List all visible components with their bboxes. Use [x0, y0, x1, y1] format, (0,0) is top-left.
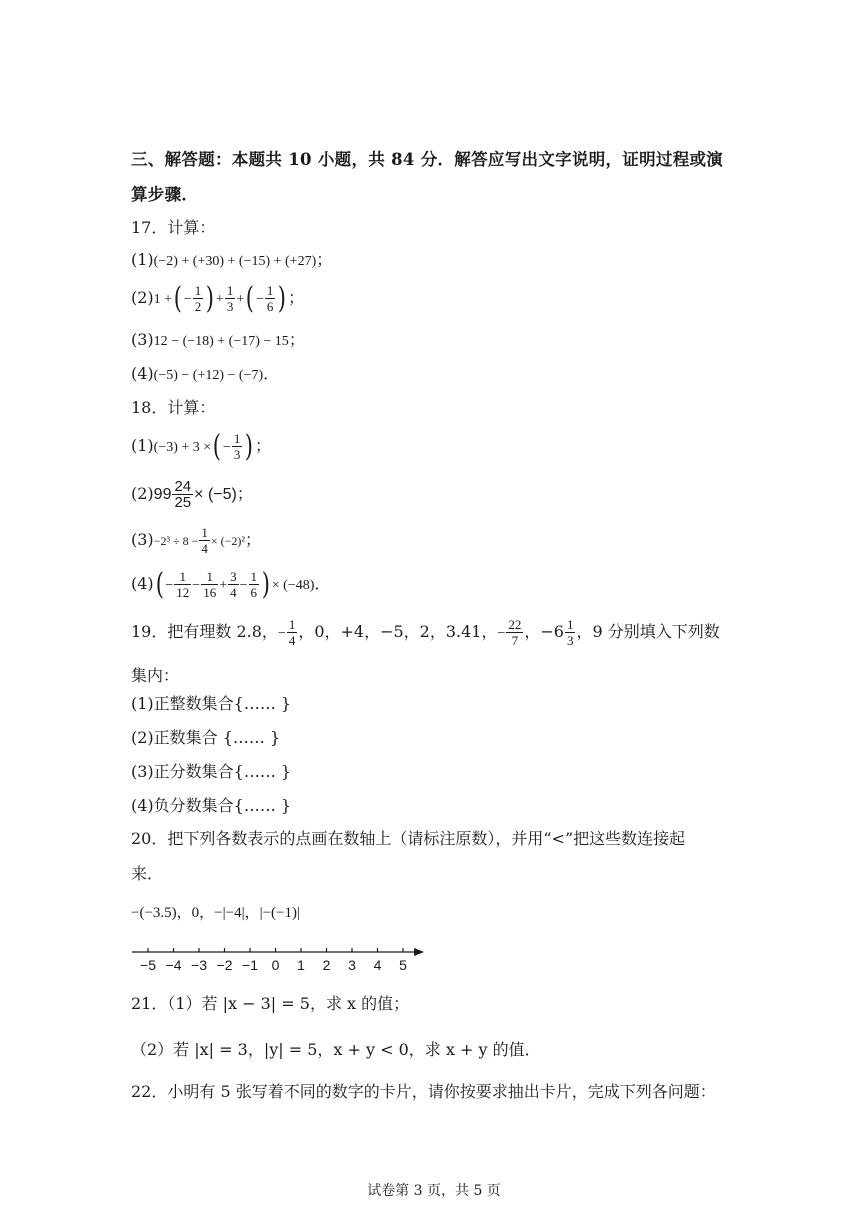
- number-line-label: −5: [140, 957, 156, 973]
- number-line-arrow: [414, 948, 424, 956]
- number-line-label: 4: [373, 957, 382, 973]
- q17-p2-label: (2): [131, 288, 154, 307]
- q18-p1-end: ；: [255, 436, 272, 455]
- q18-p4-frac-1: $\frac{1}{12}$: [176, 569, 190, 600]
- page-footer: 试卷第 3 页，共 5 页: [367, 1183, 501, 1199]
- q17-p2-frac-1: $\frac{1}{2}$: [194, 283, 202, 314]
- q18-part-4: (4)( − $\frac{1}{12}$ − $\frac{1}{16}$ + $\frac{3}{4}$ − $\frac{1}{6}$ ) × (−48)．: [131, 566, 331, 602]
- q18-p3-a: −2³ ÷ 8 −: [153, 534, 199, 548]
- q17-part-3: [131, 330, 305, 352]
- q17-p2-c: +: [236, 292, 245, 307]
- q17-part-4: [131, 364, 279, 386]
- number-line-label: −3: [191, 957, 207, 973]
- q18-p4-label: (4): [131, 574, 154, 593]
- q18-part-3: [131, 522, 261, 559]
- q19-set-positive-integers: (1)正整数集合{…… }: [131, 694, 292, 713]
- q17-part-2: (2)1 +( − $\frac{1}{2}$ ) + $\frac{1}{3}$ +( − $\frac{1}{6}$ ) ；: [131, 280, 305, 316]
- q21-part-2: （2）若 |x| = 3，|y| = 5，x + y < 0，求 x + y 的值．: [131, 1040, 541, 1059]
- q17-p1-expr: (−2) + (+30) + (−15) + (+27): [153, 254, 317, 269]
- number-line-label: 1: [297, 957, 305, 973]
- number-line-label: −1: [242, 957, 258, 973]
- q19-set-negative-fractions: (4)负分数集合{…… }: [131, 796, 292, 815]
- q18-p4-frac-3: $\frac{3}{4}$: [230, 569, 237, 600]
- q18-p3-end: ；: [245, 530, 262, 549]
- q19-heading-line-2: 集内：: [131, 666, 180, 685]
- q17-p4-label: (4): [131, 364, 154, 383]
- q18-p4-frac-4: $\frac{1}{6}$: [250, 569, 258, 600]
- q17-heading: 17．计算：: [131, 218, 216, 237]
- q20-heading-line-1: 20．把下列各数表示的点画在数轴上（请标注原数），并用“<”把这些数连接起: [131, 829, 686, 848]
- q21-part-1: 21．（1）若 |x − 3| = 5，求 x 的值；: [131, 994, 410, 1013]
- q17-p1-label: (1): [131, 250, 154, 269]
- number-line-label: 2: [322, 957, 331, 973]
- q18-p1-label: (1): [131, 436, 154, 455]
- number-line-label: 3: [348, 957, 356, 973]
- number-line-label: 0: [271, 957, 280, 973]
- q18-p3-b: × (−2)²: [210, 534, 246, 548]
- q17-p2-end: ；: [288, 288, 305, 307]
- q17-p2-frac-3: $\frac{1}{6}$: [266, 283, 274, 314]
- q17-p3-label: (3): [131, 330, 154, 349]
- number-line: [132, 940, 432, 974]
- q19-frac-1: $\frac{1}{4}$: [288, 617, 296, 648]
- q18-p4-b: × (−48): [271, 578, 315, 593]
- q19-set-positive-fractions: (3)正分数集合{…… }: [131, 762, 292, 781]
- q18-part-1: (1)(−3) + 3 ×( − $\frac{1}{3}$ ) ；: [131, 428, 272, 464]
- q17-p3-end: ；: [288, 330, 305, 349]
- q18-part-2: [131, 476, 253, 513]
- section-title-line-2: 算步骤．: [131, 185, 199, 204]
- q18-p2-label: (2): [131, 484, 154, 503]
- q17-p3-expr: 12 − (−18) + (−17) − 15: [153, 334, 289, 349]
- q22-heading: 22．小明有 5 张写着不同的数字的卡片，请你按要求抽出卡片，完成下列各问题：: [131, 1082, 716, 1101]
- q19-set-positive: (2)正数集合 {…… }: [131, 728, 281, 747]
- q17-p2-b: +: [215, 292, 224, 307]
- q17-part-1: [131, 250, 332, 272]
- q18-p3-frac: $\frac{1}{4}$: [201, 525, 208, 556]
- q18-p2-frac: $\frac{24}{25}$: [174, 478, 192, 511]
- q17-p2-frac-2: $\frac{1}{3}$: [226, 283, 234, 314]
- q18-heading: 18．计算：: [131, 398, 216, 417]
- q17-p2-a: 1 +: [153, 292, 173, 307]
- q18-p4-frac-2: $\frac{1}{16}$: [203, 569, 217, 600]
- q17-p4-expr: (−5) − (+12) − (−7): [153, 368, 264, 383]
- number-line-label: −2: [216, 957, 233, 973]
- number-line-label: 5: [399, 957, 407, 973]
- q20-numbers: −(−3.5)，0，−|−4|，|−(−1)|: [131, 905, 300, 921]
- q18-p2-end: ；: [236, 484, 253, 503]
- q17-p4-end: ．: [263, 364, 280, 383]
- section-title-line-1: 三、解答题：本题共 10 小题，共 84 分．解答应写出文字说明，证明过程或演: [131, 150, 724, 169]
- q19-heading: 19．把有理数 2.8，− $\frac{1}{4}$ ，0，+4，−5，2，3.41，− $\frac{22}{7}$ ，−6 $\frac{1}{3}$ ，9 分别填入下列数: [131, 617, 720, 648]
- q19-frac-3: $\frac{1}{3}$: [566, 617, 574, 648]
- q17-p1-end: ；: [316, 250, 333, 269]
- q18-p2-b: × (−5): [194, 486, 237, 503]
- q18-p1-frac: $\frac{1}{3}$: [233, 431, 241, 462]
- q18-p4-end: ．: [314, 574, 331, 593]
- q18-p3-label: (3): [131, 530, 154, 549]
- q18-p1-a: (−3) + 3 ×: [153, 440, 212, 455]
- q19-frac-2: $\frac{22}{7}$: [508, 617, 522, 648]
- number-line-label: −4: [165, 957, 182, 973]
- q18-p2-whole: 99: [153, 486, 172, 503]
- q20-heading-line-2: 来．: [131, 864, 164, 883]
